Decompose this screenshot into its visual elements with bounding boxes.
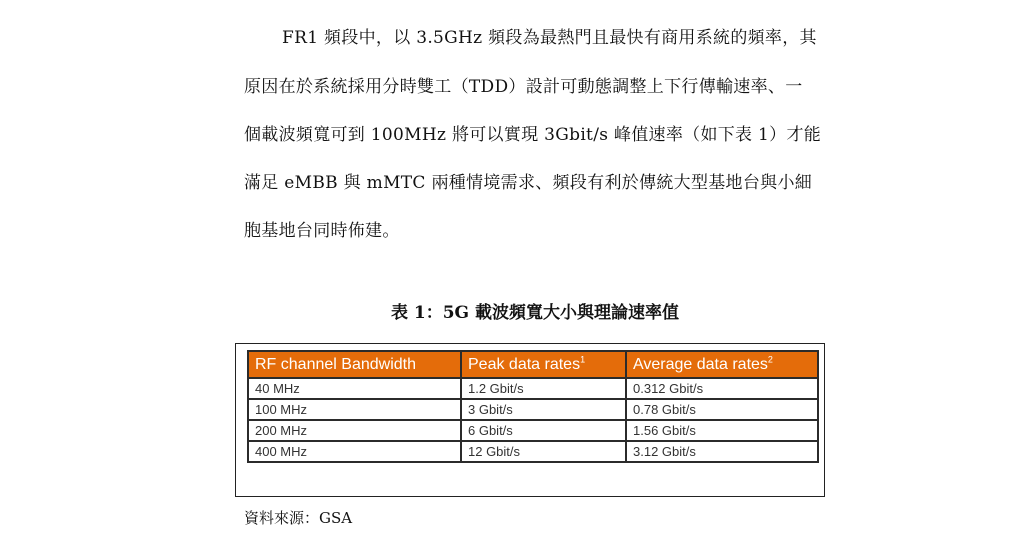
cell-bandwidth: 200 MHz: [248, 420, 461, 441]
cell-average-rate: 3.12 Gbit/s: [626, 441, 818, 462]
header-peak-data-rates: [461, 351, 626, 378]
paragraph-line-3: 個載波頻寬可到 100MHz 將可以實現 3Gbit/s 峰值速率（如下表 1）才能: [244, 125, 822, 145]
cell-peak-rate: 1.2 Gbit/s: [461, 378, 626, 399]
cell-peak-rate: 3 Gbit/s: [461, 399, 626, 420]
paragraph-line-1: FR1 頻段中，以 3.5GHz 頻段為最熱門且最快有商用系統的頻率，其: [282, 28, 817, 48]
cell-average-rate: 0.78 Gbit/s: [626, 399, 818, 420]
cell-peak-rate: 6 Gbit/s: [461, 420, 626, 441]
source-note: 資料來源：GSA: [244, 509, 353, 527]
header-label: RF channel Bandwidth: [255, 355, 416, 373]
table-caption: 表 1：5G 載波頻寬大小與理論速率值: [390, 303, 679, 323]
paragraph-line-5: 胞基地台同時佈建。: [244, 221, 400, 241]
paragraph-line-4: 滿足 eMBB 與 mMTC 兩種情境需求、頻段有利於傳統大型基地台與小細: [244, 173, 813, 193]
cell-average-rate: 0.312 Gbit/s: [626, 378, 818, 399]
cell-peak-rate: 12 Gbit/s: [461, 441, 626, 462]
cell-average-rate: 1.56 Gbit/s: [626, 420, 818, 441]
cell-bandwidth: 40 MHz: [248, 378, 461, 399]
table-row: [248, 378, 818, 399]
header-rf-channel-bandwidth: [248, 351, 461, 378]
paragraph-line-2: 原因在於系統採用分時雙工（TDD）設計可動態調整上下行傳輸速率、一: [244, 77, 803, 97]
header-footnote: 2: [767, 354, 773, 365]
table-row: [248, 399, 818, 420]
header-average-data-rates: [626, 351, 818, 378]
cell-bandwidth: 100 MHz: [248, 399, 461, 420]
header-label: Peak data rates: [468, 355, 581, 373]
table-row: [248, 441, 818, 462]
table-row: [248, 420, 818, 441]
header-label: Average data rates: [633, 355, 768, 373]
bandwidth-rates-table: [247, 350, 819, 463]
cell-bandwidth: 400 MHz: [248, 441, 461, 462]
header-footnote: 1: [580, 354, 586, 365]
table-header-row: [248, 351, 818, 378]
